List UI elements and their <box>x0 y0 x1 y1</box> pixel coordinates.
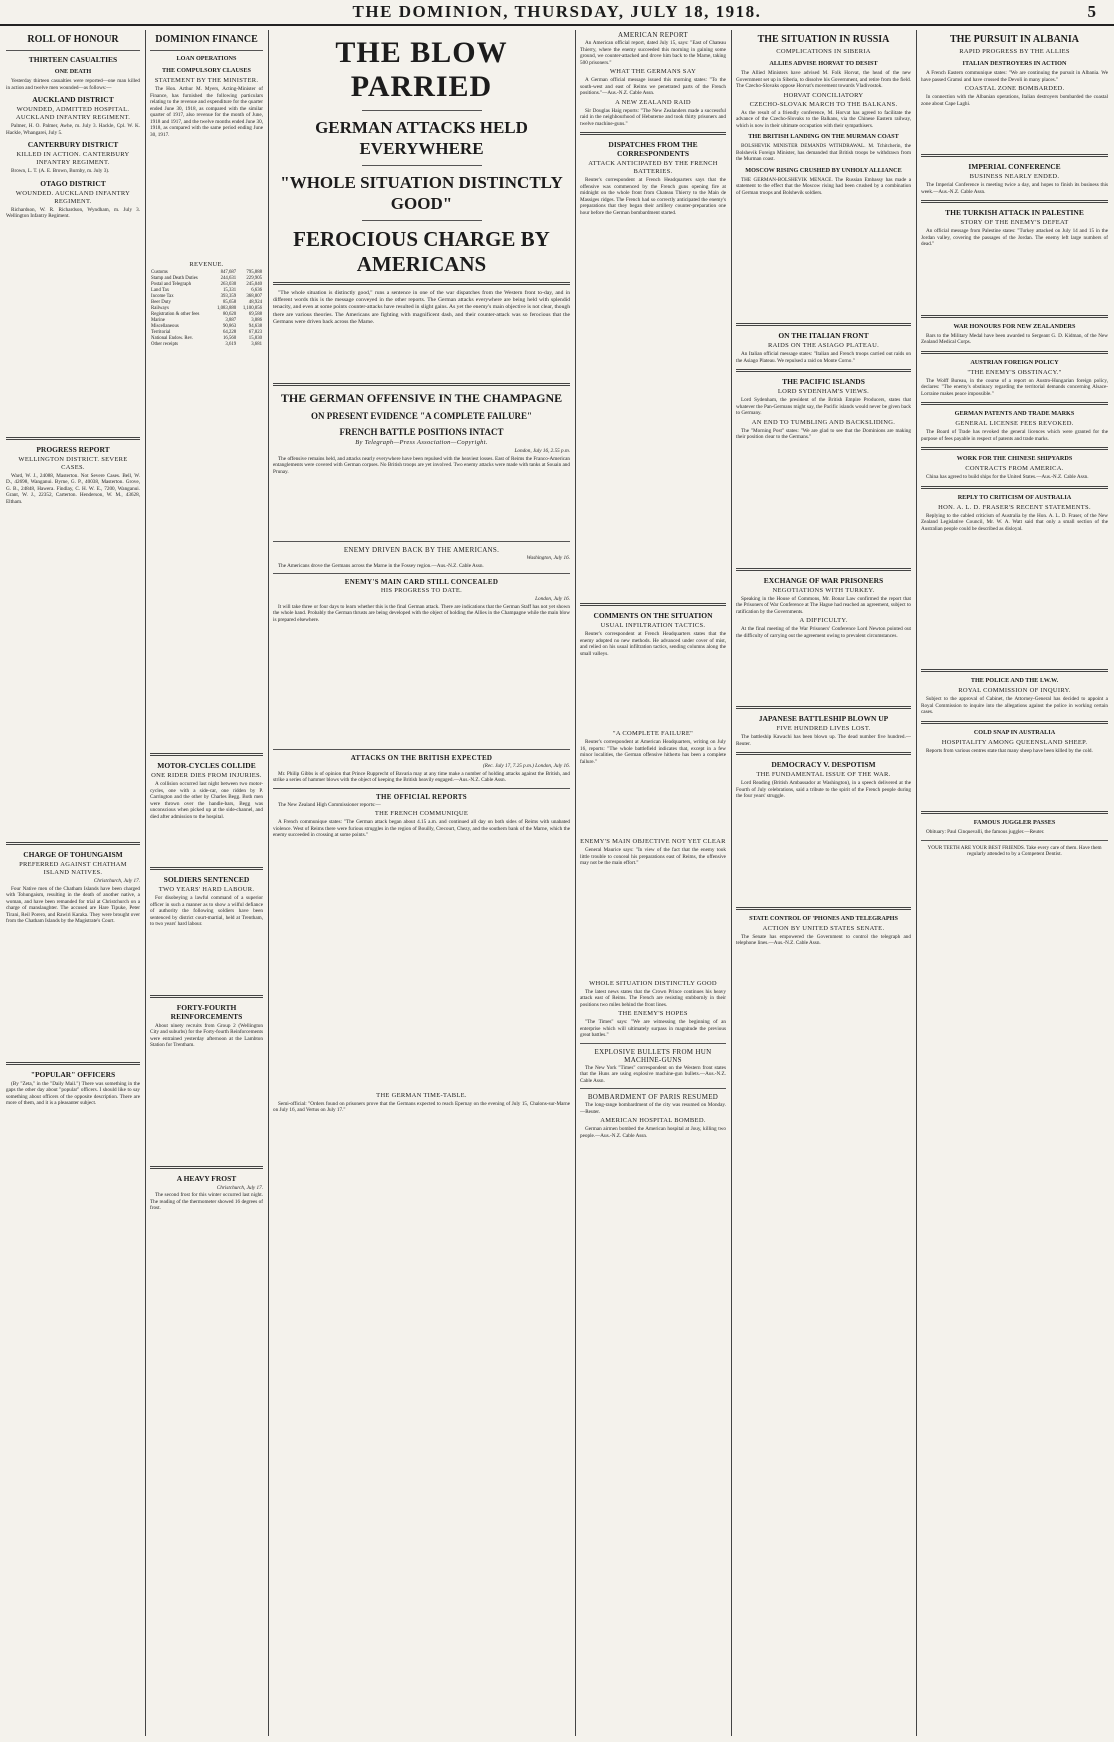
article-text: German airmen bombed the American hospital at Jouy, killing two people.—Aus.-N.Z. Cable Assn. <box>580 1126 726 1139</box>
article-text: The "Morning Post" states: "We are glad to see that the Dominions are making their position clear to the Germans." <box>736 427 911 440</box>
table-cell-label: Railways <box>151 306 169 311</box>
subheading: COASTAL ZONE BOMBARDED. <box>964 85 1065 92</box>
article-text: The Allied Ministers have advised M. Folk Horvat, the head of the new Government set up in Siberia, to dissolve his Government, and retire from the field. The Czecho-Slovaks oppose Horvat's movement towards Vladivostok. <box>736 70 911 89</box>
column-body-text <box>580 869 726 979</box>
column-1 <box>6 30 140 1736</box>
column-body-text <box>150 348 263 748</box>
table-cell-value: 1,083,880 <box>216 306 237 311</box>
divider <box>273 788 570 789</box>
subheading: WHAT THE GERMANS SAY <box>609 68 697 75</box>
article-text: Richardson, W. R. Richardson, Wyndham, m. July 3. Wellington Infantry Regiment. <box>6 206 140 219</box>
column-body-text <box>921 534 1108 664</box>
divider <box>273 749 570 750</box>
divider <box>6 1062 140 1065</box>
article-text: Reuter's correspondent at French Headquarters says that the offensive was commenced by the French guns opening fire at midnight on the whole front from Chateau Thierry to the Main de Massiges ridges. The French had so correctly anticipated the enemy's preparations that they began their artillery counter-preparation one hour before the German bombardment started. <box>580 177 726 216</box>
article-text: The Senate has empowered the Government to control the telegraph and telephone lines.—Aus.-N.Z. Cable Assn. <box>736 933 911 946</box>
subheading: ONE RIDER DIES FROM INJURIES. <box>151 772 262 779</box>
headline-italian-front: ON THE ITALIAN FRONT <box>778 331 869 340</box>
column-5 <box>736 30 911 1736</box>
subheading: ENEMY'S MAIN CARD STILL CONCEALED <box>344 578 499 587</box>
table-cell-value: 48,924 <box>248 300 262 305</box>
article-text: General Maurice says: "In view of the fact that the enemy took little trouble to conceal his preparations east of Reims, the offensive may not be the main effort." <box>580 847 726 866</box>
subheading: GENERAL LICENSE FEES REVOKED. <box>955 420 1074 427</box>
article-text: The latest news states that the Crown Prince continues his heavy attack east of Reims. The French are resisting stubbornly in their positions two miles behind the front lines. <box>580 988 726 1008</box>
article-text: The New York "Times" correspondent on the Western front states that the Huns are using explosive machine-gun bullets.—Aus.-N.Z. Cable Assn. <box>580 1064 726 1084</box>
dateline: London, July 16. <box>535 596 570 603</box>
dateline: Christchurch, July 17. <box>216 1184 263 1191</box>
article-text: THE GERMAN-BOLSHEVIK MENACE. The Russian Embassy has made a statement to the effect that the Moscow rising had been crushed by a combination of German troops and Bolshevik soldiers. <box>736 176 911 196</box>
revenue-table <box>150 270 263 348</box>
table-cell-value: 3,887 <box>225 318 237 323</box>
article-text: At the final meeting of the War Prisoners' Conference Lord Newton pointed out the difficulty of carrying out the agreement owing to prevalent circumstances. <box>736 626 911 639</box>
masthead <box>0 0 1114 26</box>
column-2 <box>150 30 263 1736</box>
column-body-text <box>150 140 263 260</box>
subheading: HIS PROGRESS TO DATE. <box>380 587 463 595</box>
article-text: An Italian official message states: "Italian and French troops carried out raids on the Asiago Plateau. We repulsed a raid on Monte Corno." <box>736 351 911 364</box>
divider <box>362 220 482 221</box>
district-heading: AUCKLAND DISTRICT <box>32 95 114 104</box>
divider <box>580 1088 726 1089</box>
table-cell-value: 263,030 <box>220 282 237 287</box>
headline-shipyards: WORK FOR THE CHINESE SHIPYARDS <box>956 455 1073 462</box>
table-cell-label: Territorial <box>151 330 171 335</box>
article-text: A German official message issued this morning states: "To the south-west and east of Reims we penetrated parts of the French positions."—Aus.-N.Z. Cable Assn. <box>580 77 726 96</box>
subheading: CONTRACTS FROM AMERICA. <box>965 465 1064 472</box>
column-body-text <box>6 927 140 1057</box>
headline-albania: THE PURSUIT IN ALBANIA <box>949 34 1079 45</box>
table-cell-value: 229,905 <box>246 276 262 281</box>
headline-dispatches: DISPATCHES FROM THE CORRESPONDENTS <box>608 140 698 158</box>
subheadline: THE BRITISH LANDING ON THE MURMAN COAST <box>748 133 899 140</box>
divider <box>736 752 911 755</box>
subheading: NEGOTIATIONS WITH TURKEY. <box>772 586 875 594</box>
headline-state-control: STATE CONTROL OF 'PHONES AND TELEGRAPHS <box>749 914 898 922</box>
subheading: CZECHO-SLOVAK MARCH TO THE BALKANS. <box>749 100 898 108</box>
divider <box>273 541 570 542</box>
main-headline: THE BLOW PARRIED <box>335 36 508 103</box>
subheading: "A COMPLETE FAILURE" <box>612 730 694 737</box>
secondary-headline: "WHOLE SITUATION DISTINCTLY GOOD" <box>280 173 563 213</box>
headline-austrian-policy: AUSTRIAN FOREIGN POLICY <box>970 358 1059 366</box>
table-cell-value: 85,658 <box>222 300 237 305</box>
page-number: 5 <box>1087 2 1096 21</box>
headline-roll-of-honour: ROLL OF HONOUR <box>27 34 119 45</box>
column-body-text <box>6 222 140 432</box>
headline: THIRTEEN CASUALTIES <box>28 55 118 64</box>
article-text: The long-range bombardment of the city was resumed on Monday.—Reuter. <box>580 1102 726 1115</box>
headline-imperial-conference: IMPERIAL CONFERENCE <box>968 162 1061 171</box>
column-3-main-story <box>273 30 570 1736</box>
column-body-text <box>273 625 570 745</box>
article-text: Subject to the approval of Cabinet, the Attorney-General has decided to appoint a Royal Commission to inquire into the allegations against the police in working certain cases. <box>921 696 1108 715</box>
table-cell-label: Miscellaneous <box>151 324 179 329</box>
subheadline: ITALIAN DESTROYERS IN ACTION <box>962 60 1067 67</box>
table-cell-value: 1,100,856 <box>242 306 262 311</box>
article-text: Mr. Philip Gibbs is of opinion that Prince Rupprecht of Bavaria may at any time make a number of holding attacks against the British, and strike a series of hammer blows with the object of keeping the British heavily engaged.—Aus.-N.Z. Cable Assn. <box>273 770 570 784</box>
subheading: THE GERMAN TIME-TABLE. <box>376 1091 467 1099</box>
table-cell-value: 15,830 <box>248 336 262 341</box>
headline-pacific-islands: THE PACIFIC ISLANDS <box>782 377 865 386</box>
subheading: HON. A. L. D. FRASER'S RECENT STATEMENTS. <box>938 503 1091 511</box>
divider <box>921 486 1108 489</box>
article-text: Four Native men of the Chatham Islands have been charged with Tohungaism, resulting in the death of another native, a woman, and have been remanded for trial at Christchurch on a charge of manslaughter. The accused are Hare Tipuke, Peter Tirani, Reil Porero, and Rawiri Karaka. They were brought over from the Chatham Islands by the Magistrate's Court. <box>6 885 140 924</box>
divider <box>736 907 911 910</box>
table-cell-value: 795,888 <box>246 270 262 275</box>
table-cell-label: Stamp and Death Duties <box>151 276 198 281</box>
table-cell-value: 90,863 <box>222 324 237 329</box>
subheading: A NEW ZEALAND RAID <box>615 98 691 106</box>
table-cell-value: 368,807 <box>246 294 262 299</box>
subheading: WOUNDED. AUCKLAND INFANTRY REGIMENT. <box>15 189 131 205</box>
headline-heavy-frost: A HEAVY FROST <box>176 1173 237 1183</box>
article-text: Obituary: Paul Cinquevalli, the famous juggler.—Reuter. <box>926 829 1045 835</box>
headline-reinforcements: FORTY-FOURTH REINFORCEMENTS <box>170 1002 243 1021</box>
subheadline: ONE DEATH <box>54 68 92 75</box>
table-cell-value: 245,040 <box>246 282 262 287</box>
subheading: PREFERRED AGAINST CHATHAM ISLAND NATIVES. <box>19 861 127 876</box>
divider <box>921 447 1108 450</box>
table-cell-value: 16,560 <box>222 336 237 341</box>
subheading: "THE ENEMY'S OBSTINACY." <box>967 368 1062 376</box>
subheading: COMPLICATIONS IN SIBERIA <box>776 48 871 55</box>
column-body-text <box>736 443 911 563</box>
column-rule <box>145 30 146 1736</box>
article-text: The Board of Trade has revoked the general licences which were granted for the purpose of fees payable in respect of patents and trade marks. <box>921 429 1108 442</box>
article-text: Lord Sydenham, the president of the British Empire Producers, states that whatever the Pan-Germans might say, the Pacific islands would never be given back to Germany. <box>736 397 911 416</box>
column-body-text <box>921 756 1108 806</box>
article-text: Bars to the Military Medal have been awarded to Sergeant G. D. Kidman, of the New Zealand Medical Corps. <box>921 332 1108 345</box>
article-text: A collision occurred last night between two motor-cycles, one with a side-car, one ridden by P. Carrington and the other by Charles Begg. Both men were thrown over the handle-bars, Begg was unconscious when picked up at the side-channel, and died after admission to the hospital. <box>150 781 263 820</box>
headline-police-iww: THE POLICE AND THE I.W.W. <box>970 677 1059 684</box>
table-cell-value: 3,681 <box>251 342 262 347</box>
article-text: "The Times" says: "We are witnessing the beginning of an enterprise which will ultimately surpass in magnitude the previous great battles." <box>580 1019 726 1038</box>
article-text: A French Eastern communique states: "We are continuing the pursuit in Albania. We have passed Gramsi and have crossed the Devoli in many places." <box>921 70 1108 83</box>
column-rule <box>268 30 269 1736</box>
divider <box>921 200 1108 203</box>
divider <box>580 603 726 606</box>
dateline: London, July 16, 2.55 p.m. <box>514 448 570 455</box>
article-text: Sir Douglas Haig reports: "The New Zealanders made a successful raid in the neighbourhood of Hebuterne and took thirty prisoners and twelve machine-guns." <box>580 107 726 127</box>
headline-progress-report: PROGRESS REPORT <box>36 444 110 454</box>
headline-soldiers-sentenced: SOLDIERS SENTENCED <box>163 875 250 884</box>
divider <box>150 50 263 51</box>
divider <box>6 842 140 845</box>
article-text: The Wolff Bureau, in the course of a report on Austro-Hungarian foreign policy, declares: "The enemy's obstinacy regarding the territorial demands concerning Alsace-Lorraine makes peace impossible." <box>921 377 1108 397</box>
dateline: Christchurch, July 17. <box>93 878 140 884</box>
headline-tohungaism: CHARGE OF TOHUNGAISM <box>23 850 123 859</box>
article-text: Semi-official: "Orders found on prisoners prove that the Germans expected to reach Epernay on the evening of July 15, Chalons-sur-Marne on July 16, and Vertus on July 17." <box>273 1100 570 1114</box>
table-cell-value: 244,631 <box>220 276 237 281</box>
subheading: AMERICAN HOSPITAL BOMBED. <box>600 1117 706 1124</box>
subheading: ENEMY DRIVEN BACK BY THE AMERICANS. <box>343 546 500 555</box>
article-text: An official message from Palestine states: "Turkey attacked on July 14 and 15 in the Jordan valley, covering the passages of the Jordan. The enemy left large numbers of dead." <box>921 228 1108 247</box>
table-cell-value: 94,638 <box>248 324 262 329</box>
divider <box>580 132 726 135</box>
table-cell-label: Customs <box>151 270 168 275</box>
lead-paragraph: "The whole situation is distinctly good," runs a sentence in one of the war dispatches from the Western front to-day, and in different words this is the message conveyed in the other reports. The German attacks everywhere are being held with splendid tenacity, and even at some points counter-attacks have resulted in slight gains. As yet the enemy's main objective is not clear, though there are various theories. The Americans are fighting with magnificent dash, and their counter-attack was so ferocious that the Germans were driven back across the Marne. <box>273 290 570 325</box>
divider <box>736 706 911 709</box>
column-body-text <box>6 507 140 837</box>
divider <box>736 323 911 326</box>
subheading: BUSINESS NEARLY ENDED. <box>969 173 1060 180</box>
subheading: THE ENEMY'S HOPES <box>618 1010 688 1017</box>
divider <box>6 437 140 440</box>
divider <box>6 50 140 51</box>
column-4 <box>580 30 726 1736</box>
headline-war-prisoners: EXCHANGE OF WAR PRISONERS <box>763 575 884 585</box>
headline-champagne-offensive: THE GERMAN OFFENSIVE IN THE CHAMPAGNE <box>280 391 563 406</box>
divider <box>273 282 570 285</box>
subheading: HOSPITALITY AMONG QUEENSLAND SHEEP. <box>941 738 1088 746</box>
column-body-text <box>150 822 263 862</box>
subheading: WOUNDED, ADMITTED HOSPITAL. AUCKLAND INFANTRY REGIMENT. <box>15 106 131 121</box>
masthead-title: THE DOMINION, THURSDAY, JULY 18, 1918. <box>352 2 762 21</box>
subheading: ENEMY'S MAIN OBJECTIVE NOT YET CLEAR <box>580 838 726 845</box>
article-text: A French communique states: "The German attack began about 4.15 a.m. and continued all day on both sides of Reims with unabated violence. West of Reims there were furious struggles in the region of Bouilly, Crecourt, Chezy, and the southern bank of the Marne, which the enemy succeeded in crossing at some points." <box>273 819 570 839</box>
subheading: ATTACKS ON THE BRITISH EXPECTED <box>350 754 493 763</box>
subheading: FIVE HUNDRED LIVES LOST. <box>776 725 871 732</box>
article-text: The battleship Kawachi has been blown up. The dead number five hundred.—Reuter. <box>736 734 911 747</box>
column-body-text <box>580 218 726 598</box>
district-heading: OTAGO DISTRICT <box>40 178 106 188</box>
table-cell-value: 67,823 <box>248 330 262 335</box>
article-text: Reports from various centres state that many sheep have been killed by the cold. <box>926 747 1093 754</box>
column-6 <box>921 30 1108 1736</box>
column-body-text <box>580 767 726 837</box>
divider <box>580 1043 726 1044</box>
table-cell-value: 393,359 <box>220 294 237 299</box>
district-heading: CANTERBURY DISTRICT <box>27 140 119 149</box>
table-cell-value: 64,228 <box>222 330 237 335</box>
article-text: As the result of a friendly conference, M. Horvat has agreed to facilitate the advance of the Czecho-Slovaks to the Balkans, via the Chinese Eastern railway, which is now in their ultimate occupation with their sympathisers. <box>736 109 911 129</box>
divider <box>273 573 570 574</box>
subheading: ATTACK ANTICIPATED BY THE FRENCH BATTERIES. <box>588 160 718 175</box>
subheading: USUAL INFILTRATION TACTICS. <box>600 622 706 629</box>
column-body-text <box>273 841 570 1091</box>
divider <box>736 369 911 372</box>
table-cell-value: 3,619 <box>225 342 237 347</box>
headline-battleship: JAPANESE BATTLESHIP BLOWN UP <box>758 714 889 723</box>
subheading: STATEMENT BY THE MINISTER. <box>154 77 259 84</box>
table-cell-label: Income Tax <box>151 294 174 299</box>
article-text: In connection with the Albanian operations, Italian destroyers bombarded the coastal zone about Cape Laghi. <box>921 94 1108 107</box>
table-cell-value: 3,886 <box>251 318 262 323</box>
secondary-headline: FEROCIOUS CHARGE BY AMERICANS <box>293 227 550 276</box>
column-rule <box>916 30 917 1736</box>
divider <box>362 165 482 166</box>
advertisement-text: YOUR TEETH ARE YOUR BEST FRIENDS. Take every care of them. Have them regularly attended to by a Competent Dentist. <box>927 844 1102 857</box>
article-text: China has agreed to build ships for the United States.—Aus.-N.Z. Cable Assn. <box>926 474 1089 480</box>
headline-patents: GERMAN PATENTS AND TRADE MARKS <box>954 410 1075 417</box>
article-text: The offensive remains held, and attacks nearly everywhere have been repulsed with the heaviest losses. East of Reims the Franco-American entanglements were covered with German corpses. No British troops are yet involved. Two enemy attacks were made with tanks at Souain and Prunay. <box>273 455 570 475</box>
table-cell-value: 15,331 <box>222 288 237 293</box>
table-cell-label: Postal and Telegraph <box>151 282 192 287</box>
table-cell-label: Land Tax <box>151 288 170 293</box>
article-text: Palmer, H. O. Palmer, Awhe, m. July 3. Hackle, Cpl. W. K. Hackle, Whangarei, July 5. <box>6 123 140 136</box>
subheading: WHOLE SITUATION DISTINCTLY GOOD <box>589 979 717 987</box>
subheading: LORD SYDENHAM'S VIEWS. <box>777 388 870 395</box>
headline-palestine: THE TURKISH ATTACK IN PALESTINE <box>945 208 1084 217</box>
headline-cold-snap: COLD SNAP IN AUSTRALIA <box>973 728 1056 736</box>
divider <box>150 1166 263 1169</box>
divider <box>150 995 263 998</box>
headline-war-honours: WAR HONOURS FOR NEW ZEALANDERS <box>953 322 1076 330</box>
divider <box>921 840 1108 841</box>
article-text: Speaking in the House of Commons, Mr. Bonar Law confirmed the report that the Prisoners of War Conference at The Hague had reached an agreement, subject to ratification by the Governments. <box>736 595 911 615</box>
divider <box>150 867 263 870</box>
table-cell-value: 847,687 <box>220 270 237 275</box>
divider <box>921 315 1108 318</box>
subheadline: LOAN OPERATIONS <box>176 55 237 62</box>
article-text: Brown, L. T. (A. E. Brown, Burnby, m. July 3). <box>11 168 110 174</box>
column-body-text <box>736 198 911 318</box>
divider <box>921 154 1108 157</box>
table-cell-value: 6,636 <box>251 288 262 293</box>
divider <box>921 669 1108 672</box>
subheading: AMERICAN REPORT <box>617 31 688 39</box>
table-heading: REVENUE. <box>189 261 224 268</box>
article-text: The Hon. Arthur M. Myers, Acting-Minister of Finance, has furnished the following particulars relating to the revenue and expenditure for the quarter ended June 30, 1918, as compared with the similar quarter of 1917, also revenue for the month of June, 1918 and 1917, and the twelve months ended June 30, 1918, as compared with the same period ending June 30, 1917. <box>150 86 263 138</box>
credit-line: By Telegraph—Press Association—Copyright. <box>355 439 488 447</box>
article-text: Lord Reading (British Ambassador at Washington), in a speech delivered at the Fourth of July celebrations, said a tribute to the spirit of the French people during the four years' struggle. <box>736 780 911 799</box>
subheading: WELLINGTON DISTRICT. SEVERE CASES. <box>18 455 128 471</box>
headline-democracy: DEMOCRACY V. DESPOTISM <box>771 760 876 769</box>
article-text: Ward, W. J., 24088, Masterton. Not Severe Cases. Bell, W. D., 42698, Wanganui. Byrne, G. P., 40038, Masterton. Grove, G. B., 24848, Hawera. Findlay, C. H. W. E., 7200, Wanganui. Grant, W. J., 22352, Carterton. Henderson, W. M., 43628, Eltham. <box>6 472 140 505</box>
headline-motor-cycles: MOTOR-CYCLES COLLIDE <box>157 761 256 770</box>
table-cell-label: Marine <box>151 318 165 323</box>
article-text: Yesterday thirteen casualties were reported—one man killed in action and twelve men wounded—as follows:— <box>6 78 140 91</box>
divider <box>921 721 1108 724</box>
headline-criticism: REPLY TO CRITICISM OF AUSTRALIA <box>957 493 1072 501</box>
divider <box>736 568 911 571</box>
column-body-text <box>150 930 263 990</box>
column-body-text <box>736 802 911 902</box>
subheading: THE FUNDAMENTAL ISSUE OF THE WAR. <box>756 771 891 778</box>
article-text: The second frost for this winter occurred last night. The reading of the thermometer showed 16 degrees of frost. <box>150 1192 263 1211</box>
subheading: ACTION BY UNITED STATES SENATE. <box>762 924 885 932</box>
headline-popular-officers: "POPULAR" OFFICERS <box>30 1069 116 1079</box>
subheading: AN END TO TUMBLING AND BACKSLIDING. <box>751 418 896 426</box>
article-text: Reuter's correspondent at French Headquarters states that the enemy adopted no new methods. He advanced under cover of mist, and relied on his usual infiltration tactics, sending columns along the small valleys. <box>580 631 726 657</box>
subheading: THE OFFICIAL REPORTS <box>376 792 467 801</box>
article-text: About ninety recruits from Group 2 (Wellington City and suburbs) for the Forty-fourth Reinforcements were entrained yesterday afternoon at the Lambton Station for Trentham. <box>150 1022 263 1048</box>
subheadline: MOSCOW RISING CRUSHED BY UNHOLY ALLIANCE <box>745 166 902 174</box>
divider <box>150 753 263 756</box>
article-text: For disobeying a lawful command of a superior officer in such a manner as to show a wilful defiance of authority the following soldiers have been sentenced by district court-martial, held at Trentham, to two years' hard labour. <box>150 895 263 927</box>
subheading: BOMBARDMENT OF PARIS RESUMED <box>587 1093 719 1101</box>
column-body-text <box>921 109 1108 149</box>
column-body-text <box>6 1109 140 1509</box>
table-cell-label: Beer Duty <box>151 300 171 305</box>
headline-comments: COMMENTS ON THE SITUATION <box>593 611 713 620</box>
divider <box>921 351 1108 354</box>
subheading: A DIFFICULTY. <box>799 617 848 624</box>
subheadline: ON PRESENT EVIDENCE "A COMPLETE FAILURE" <box>311 411 532 422</box>
subheading: STORY OF THE ENEMY'S DEFEAT <box>960 219 1069 226</box>
subheading: KILLED IN ACTION. CANTERBURY INFANTRY REGIMENT. <box>16 151 130 166</box>
article-text: BOLSHEVIK MINISTER DEMANDS WITHDRAWAL. M. Tchitcherin, the Bolshevik Foreign Minister, has demanded that British troops be withdrawn from the Murman coast. <box>736 143 911 162</box>
subheading: EXPLOSIVE BULLETS FROM HUN MACHINE-GUNS <box>594 1047 712 1064</box>
column-rule <box>575 30 576 1736</box>
headline-russia: THE SITUATION IN RUSSIA <box>757 34 890 45</box>
column-body-text <box>273 477 570 537</box>
table-cell-value: 69,588 <box>248 312 262 317</box>
article-text: It will take three or four days to learn whether this is the final German attack. There are indications that the German Staff has not yet shown the whole hand. Probably the German thrusts are being developed with the object of holding the Allies in the Champagne while the main blow is prepared elsewhere. <box>273 603 570 623</box>
headline-juggler: FAMOUS JUGGLER PASSES <box>973 819 1056 826</box>
divider <box>362 110 482 111</box>
table-cell-label: Registration & other fees <box>151 312 200 317</box>
subheading: TWO YEARS' HARD LABOUR. <box>158 886 255 893</box>
subheadline: THE COMPULSORY CLAUSES <box>162 67 251 74</box>
article-text: Replying to the cabled criticism of Australia by the Hon. A. L. D. Fraser, of the New Zealand Legislative Council, Mr. W. A. Watt said that only a small section of the Australian people could be described as disloyal. <box>921 512 1108 532</box>
column-body-text <box>921 250 1108 310</box>
divider <box>921 402 1108 405</box>
column-body-text <box>273 328 570 378</box>
article-text: The Imperial Conference is meeting twice a day, and hopes to finish its business this week.—Aus.-N.Z. Cable Assn. <box>921 182 1108 195</box>
table-cell-label: National Endow. Rev. <box>151 336 194 341</box>
column-rule <box>731 30 732 1736</box>
article-text: Reuter's correspondent at American Headquarters, writing on July 16, reports: "The whole battlefield indicates that, except in a few minor localities, the German offensive hitherto has been a complete failure." <box>580 739 726 765</box>
article-text: The New Zealand High Commissioner reports:— <box>278 801 381 808</box>
column-body-text <box>736 641 911 701</box>
secondary-headline: GERMAN ATTACKS HELD EVERYWHERE <box>315 118 528 158</box>
table-cell-label: Other receipts <box>151 342 179 347</box>
divider <box>273 383 570 386</box>
article-text: An American official report, dated July 15, says: "East of Chateau Thierry, where the enemy succeeded this morning in gaining some ground, we counter-attacked and drove him back to the Marne, taking 500 prisoners." <box>580 40 726 66</box>
divider <box>921 811 1108 814</box>
dateline: (Rec. July 17, 7.25 p.m.) London, July 16. <box>482 763 570 770</box>
headline-dominion-finance: DOMINION FINANCE <box>155 34 258 45</box>
column-body-text <box>580 659 726 729</box>
column-body-text <box>150 1051 263 1161</box>
subheadline: FRENCH BATTLE POSITIONS INTACT <box>339 427 504 438</box>
subheadline: ALLIES ADVISE HORVAT TO DESIST <box>769 60 878 67</box>
subheading: THE FRENCH COMMUNIQUE <box>374 810 469 818</box>
subheading: RAIDS ON THE ASIAGO PLATEAU. <box>767 342 880 349</box>
table-cell-value: 80,620 <box>222 312 237 317</box>
subheading: RAPID PROGRESS BY THE ALLIES <box>959 48 1070 55</box>
article-text: (By "Zeta," in the "Daily Mail.") There was something in the gaps the other day about "popular" officers. I should like to say something about officers of the opposite description. There are more of them, and it is a pleasanter subject. <box>6 1080 140 1106</box>
dateline: Washington, July 16. <box>526 555 570 562</box>
subheading: HORVAT CONCILIATORY <box>783 91 864 99</box>
subheading: ROYAL COMMISSION OF INQUIRY. <box>958 687 1071 694</box>
article-text: The Americans drove the Germans across the Marne in the Fossey region.—Aus.-N.Z. Cable Assn. <box>278 562 484 569</box>
